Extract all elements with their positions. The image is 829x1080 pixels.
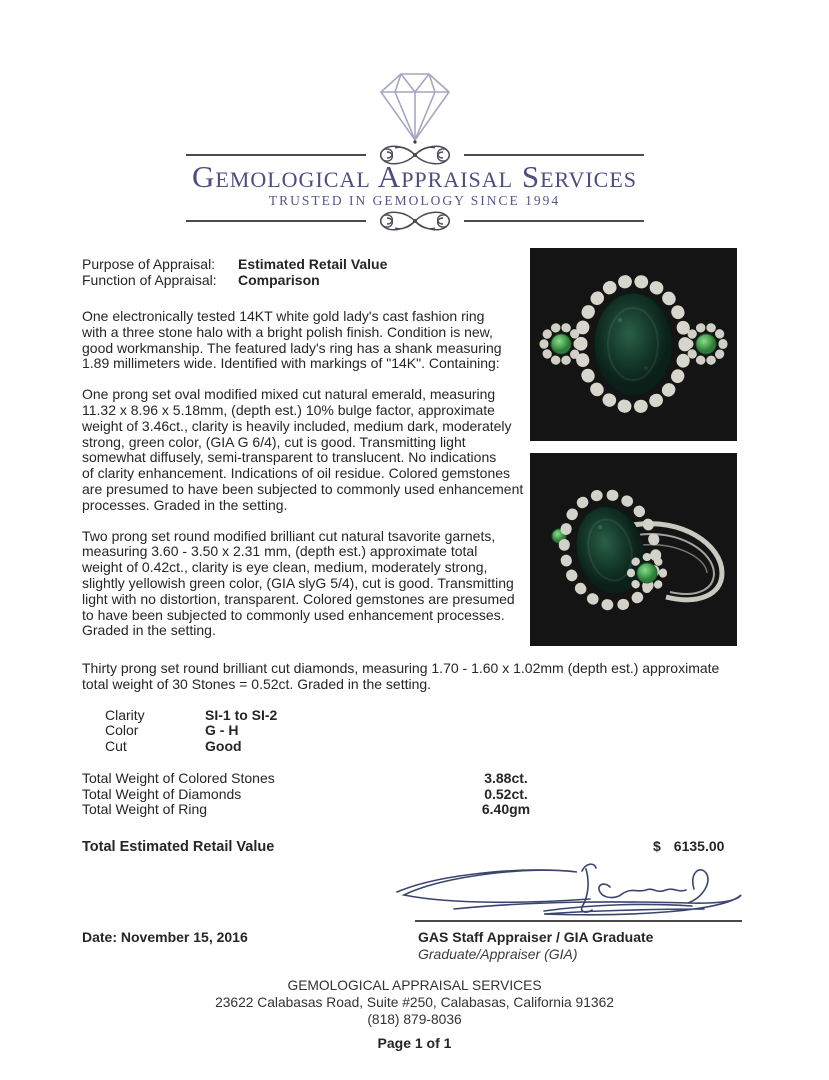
retail-value-label: Total Estimated Retail Value xyxy=(82,838,275,855)
ring-description-paragraph xyxy=(82,309,530,372)
grade-value: Good xyxy=(205,737,242,754)
diamonds-description-paragraph xyxy=(82,661,787,693)
footer-address: 23622 Calabasas Road, Suite #250, Calabasas, California 91362 xyxy=(215,994,614,1010)
table-row xyxy=(105,708,787,724)
signature-underline xyxy=(415,920,742,922)
paragraph-line: measuring 3.60 - 3.50 x 2.31 mm, (depth est.) approximate total xyxy=(82,543,478,560)
grade-label: Cut xyxy=(105,737,127,754)
table-row xyxy=(105,739,787,755)
appraisal-meta xyxy=(82,256,530,288)
diamond-logo-icon xyxy=(367,66,463,144)
total-value: 6.40gm xyxy=(481,801,531,818)
company-name: Gemological Appraisal Services xyxy=(191,159,638,194)
table-row xyxy=(82,787,787,803)
purpose-label: Purpose of Appraisal: xyxy=(82,256,216,272)
appraiser-title: GAS Staff Appraiser / GIA Graduate xyxy=(418,928,654,945)
retail-value-amount xyxy=(653,838,724,854)
purpose-value: Estimated Retail Value xyxy=(238,256,388,272)
paragraph-line: of clarity enhancement. Indications of oil residue. Colored gemstones xyxy=(82,465,511,482)
grade-value: SI-1 to SI-2 xyxy=(205,706,278,723)
tsavorite-description-paragraph xyxy=(82,529,530,640)
total-label: Total Weight of Colored Stones xyxy=(82,770,275,787)
paragraph-line: 11.32 x 8.96 x 5.18mm, (depth est.) 10% bulge factor, approximate xyxy=(82,401,495,418)
paragraph-line: Two prong set round modified brilliant cut natural tsavorite garnets, xyxy=(82,527,496,544)
paragraph-line: processes. Graded in the setting. xyxy=(82,496,288,513)
bottom-rule xyxy=(186,210,644,232)
grade-value: G - H xyxy=(205,722,239,739)
page-number: Page 1 of 1 xyxy=(377,1034,452,1051)
appraiser-signature xyxy=(394,859,744,921)
paragraph-line: are presumed to have been subjected to commonly used enhancement xyxy=(82,480,524,497)
paragraph-line: slightly yellowish green color, (GIA slyG 5/4), cut is good. Transmitting xyxy=(82,574,514,591)
table-row xyxy=(82,802,787,818)
total-value: 3.88ct. xyxy=(484,770,528,787)
paragraph-line: total weight of 30 Stones = 0.52ct. Graded in the setting. xyxy=(82,675,432,692)
function-label: Function of Appraisal: xyxy=(82,272,217,288)
flourish-ornament-icon xyxy=(369,208,461,234)
ring-photo-top-view xyxy=(530,248,737,441)
paragraph-line: weight of 0.42ct., clarity is eye clean, medium, moderately strong, xyxy=(82,559,488,576)
appraisal-date: Date: November 15, 2016 xyxy=(82,928,248,945)
ring-photo-side-view xyxy=(530,453,737,646)
total-label: Total Weight of Diamonds xyxy=(82,785,242,802)
photo-column xyxy=(530,248,739,654)
paragraph-line: One electronically tested 14KT white gold lady's cast fashion ring xyxy=(82,308,485,324)
footer-company: GEMOLOGICAL APPRAISAL SERVICES xyxy=(287,977,542,993)
paragraph-line: Graded in the setting. xyxy=(82,622,216,639)
paragraph-line: light with no distortion, transparent. Colored gemstones are presumed xyxy=(82,590,515,607)
paragraph-line: One prong set oval modified mixed cut natural emerald, measuring xyxy=(82,386,496,403)
diamond-grades-table xyxy=(105,708,787,755)
paragraph-line: weight of 3.46ct., clarity is heavily included, medium dark, moderately xyxy=(82,417,512,434)
appraiser-subtitle: Graduate/Appraiser (GIA) xyxy=(418,945,578,962)
total-value: 0.52ct. xyxy=(484,785,528,802)
total-label: Total Weight of Ring xyxy=(82,801,208,818)
letterhead-rules xyxy=(186,144,644,232)
paragraph-line: Thirty prong set round brilliant cut diamonds, measuring 1.70 - 1.60 x 1.02mm (depth est.) approximate xyxy=(82,660,720,677)
footer-phone: (818) 879-8036 xyxy=(367,1011,462,1027)
emerald-description-paragraph xyxy=(82,387,530,513)
table-row xyxy=(105,723,787,739)
paragraph-line: with a three stone halo with a bright polish finish. Condition is new, xyxy=(82,323,493,340)
paragraph-line: somewhat diffusely, semi-transparent to translucent. No indications xyxy=(82,449,497,466)
retail-value-row xyxy=(82,838,787,855)
paragraph-line: good workmanship. The featured lady's ring has a shank measuring xyxy=(82,339,502,356)
weight-totals-table xyxy=(82,771,787,818)
signature-block xyxy=(82,863,787,967)
company-tagline: TRUSTED IN GEMOLOGY SINCE 1994 xyxy=(268,193,561,208)
currency-symbol: $ xyxy=(653,837,661,854)
paragraph-line: 1.89 millimeters wide. Identified with markings of "14K". Containing: xyxy=(82,355,500,372)
grade-label: Color xyxy=(105,722,139,739)
retail-amount: 6135.00 xyxy=(673,837,725,854)
grade-label: Clarity xyxy=(105,706,145,723)
function-row xyxy=(82,272,530,288)
paragraph-line: strong, green color, (GIA G 6/4), cut is good. Transmitting light xyxy=(82,433,466,450)
function-value: Comparison xyxy=(238,272,320,288)
letterhead xyxy=(0,66,829,232)
paragraph-line: to have been subjected to commonly used enhancement processes. xyxy=(82,606,505,623)
document-body xyxy=(82,256,787,967)
description-column xyxy=(82,256,530,654)
purpose-row xyxy=(82,256,530,272)
document-footer xyxy=(0,977,829,1052)
table-row xyxy=(82,771,787,787)
